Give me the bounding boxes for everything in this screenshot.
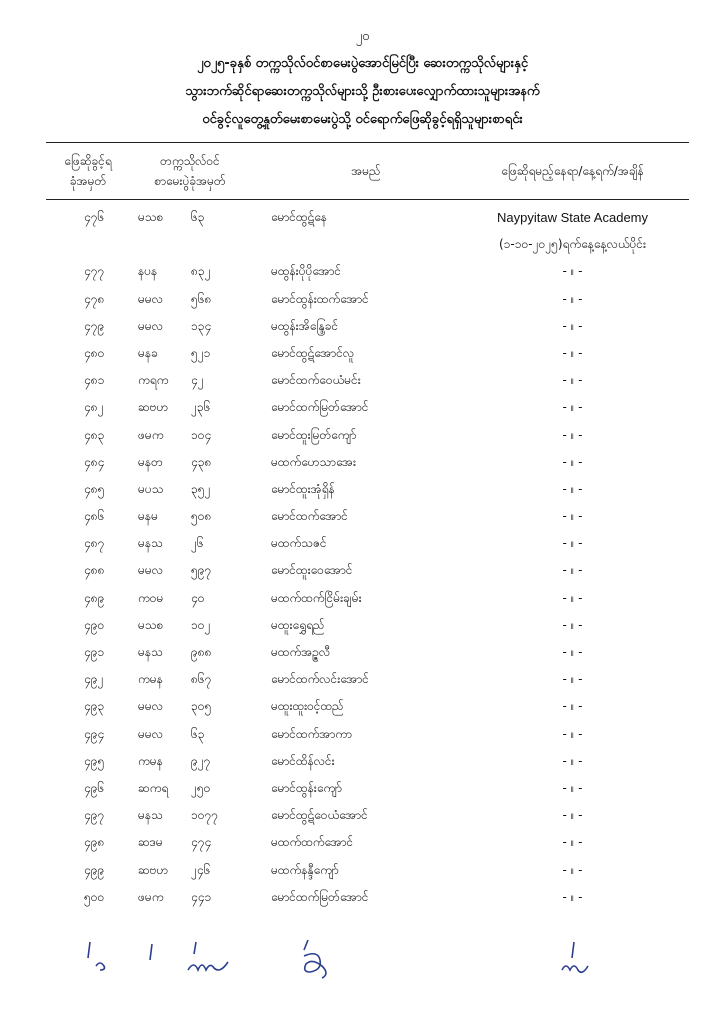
title-line-2: သွားဘက်ဆိုင်ရာဆေးတက္ကသိုလ်များသို့ ဦးစားပေးလျှောက်ထားသူများအနက် xyxy=(185,84,540,99)
cell-name: မထူးထူးဝင့်ထည် xyxy=(271,699,344,714)
cell-place: - ။ - xyxy=(562,454,583,469)
cell-exam-number: ၅၆၈ xyxy=(191,291,212,306)
cell-reg-number: ၄၉၀ xyxy=(84,617,105,632)
header-reg-number xyxy=(48,143,128,199)
table-row xyxy=(46,775,689,802)
cell-district-code: ဆဗဟ xyxy=(138,400,169,415)
table-row xyxy=(46,313,689,340)
table-row xyxy=(46,557,689,584)
cell-name: မောင်ထိန်လင်း xyxy=(271,753,335,768)
cell-name: မထက်အဥ္ဇလီ xyxy=(271,645,331,659)
cell-place: - ။ - xyxy=(562,835,583,850)
header-place-label: ဖြေဆိုရမည့်နေရာ/နေ့ရက်/အချိန် xyxy=(501,164,644,178)
cell-district-code: မနသ xyxy=(138,808,163,823)
cell-district-code: ဆဗဟ xyxy=(138,862,169,877)
cell-district-code: မနခ xyxy=(138,345,158,360)
cell-exam-number: ၆၃ xyxy=(191,210,205,224)
table-row xyxy=(46,340,689,367)
cell-reg-number: ၄၈၁ xyxy=(84,373,105,388)
cell-reg-number: ၄၉၉ xyxy=(84,862,105,877)
cell-place: - ။ - xyxy=(562,318,583,333)
cell-place: - ။ - xyxy=(562,889,583,904)
title-line-3: ဝင်ခွင့်လူတွေ့နှုတ်မေးစာမေးပွဲသို့ ဝင်ရောက်ဖြေဆိုခွင့်ရရှိသူများစာရင်း xyxy=(202,112,523,127)
cell-reg-number: ၄၈၉ xyxy=(84,590,105,605)
cell-place: - ။ - xyxy=(562,345,583,360)
cell-district-code: မမလ xyxy=(138,291,163,306)
cell-name: မထွန်းပိုပိုအောင် xyxy=(271,264,342,279)
table-row xyxy=(46,693,689,720)
cell-exam-number: ၁၃၄ xyxy=(191,318,212,333)
cell-district-code: မနမ xyxy=(138,509,158,524)
cell-reg-number: ၄၇၉ xyxy=(84,318,105,333)
cell-district-code: မပသ xyxy=(138,481,164,496)
cell-district-code: ဆကရ xyxy=(138,780,169,795)
cell-name: မောင်ထက်မြတ်အောင် xyxy=(271,400,369,415)
cell-name: မထက်နန္ဒီကျော် xyxy=(271,862,339,877)
header-exam-line1: တက္ကသိုလ်ဝင် xyxy=(160,154,220,168)
table-row xyxy=(46,829,689,856)
cell-place: - ။ - xyxy=(562,563,583,578)
cell-district-code: ကမန xyxy=(138,753,163,768)
cell-name: မောင်ထူးဝေအောင် xyxy=(271,563,353,578)
cell-place: - ။ - xyxy=(562,427,583,442)
table-row xyxy=(46,802,689,829)
cell-place: - ။ - xyxy=(562,617,583,632)
table-row xyxy=(46,884,689,911)
table-row xyxy=(46,476,689,503)
cell-reg-number: ၄၈၄ xyxy=(84,454,105,469)
cell-exam-number: ၃၀၅ xyxy=(191,699,212,714)
cell-place: - ။ - xyxy=(562,699,583,714)
cell-exam-number: ၂၃၆ xyxy=(191,400,211,415)
cell-district-code: မမလ xyxy=(138,563,163,578)
signature-mark-4 xyxy=(296,938,346,984)
cell-district-code: ကရက xyxy=(138,373,169,388)
cell-name: မထက်ဟေသာအေး xyxy=(271,454,357,469)
cell-exam-number: ၁၀၂ xyxy=(191,617,211,632)
cell-exam-number: ၅၉၇ xyxy=(191,563,212,578)
cell-name: မောင်ထက်အာကာ xyxy=(271,726,352,741)
cell-reg-number: ၄၉၁ xyxy=(84,645,105,659)
cell-name: မောင်ထူးမြတ်ကျော် xyxy=(271,427,357,442)
cell-exam-number: ၅၂၁ xyxy=(191,345,211,360)
cell-district-code: နပန xyxy=(138,264,158,279)
table-row xyxy=(46,666,689,693)
cell-place: - ။ - xyxy=(562,645,583,659)
cell-reg-number: ၄၉၈ xyxy=(84,835,105,850)
document-title xyxy=(40,50,685,134)
cell-exam-number: ၁၀၄ xyxy=(191,427,212,442)
cell-reg-number: ၄၉၂ xyxy=(84,672,104,687)
cell-place: - ။ - xyxy=(562,509,583,524)
cell-district-code: ဖမက xyxy=(138,889,164,904)
table-row xyxy=(46,204,689,231)
header-name-label: အမည် xyxy=(351,164,381,178)
cell-place: - ။ - xyxy=(562,808,583,823)
cell-name: မောင်ထူးအုံရှိန် xyxy=(271,481,335,496)
signatures xyxy=(46,938,689,988)
table-row xyxy=(46,449,689,476)
cell-name: မောင်ထွန်းကျော် xyxy=(271,780,342,795)
cell-reg-number: ၄၈၂ xyxy=(84,400,104,415)
table-row xyxy=(46,612,689,639)
signature-mark-3 xyxy=(186,940,234,980)
cell-place: - ။ - xyxy=(562,862,583,877)
cell-name: မောင်ထက်လင်းအောင် xyxy=(271,672,369,687)
cell-exam-number: ၄၃၈ xyxy=(191,454,212,469)
cell-place: - ။ - xyxy=(562,264,583,279)
cell-name: မထက်သဇင် xyxy=(271,536,327,551)
table-row xyxy=(46,286,689,313)
cell-place: - ။ - xyxy=(562,780,583,795)
cell-name: မထက်ထက်ငြိမ်းချမ်း xyxy=(271,590,362,605)
table-row xyxy=(46,639,689,666)
cell-district-code: မနသ xyxy=(138,645,163,659)
cell-exam-number: ၈၃၂ xyxy=(191,264,211,279)
cell-exam-number: ၈၆၇ xyxy=(191,672,212,687)
signature-mark-5 xyxy=(558,940,598,980)
cell-name: မောင်ထွဋ်နေ xyxy=(271,210,327,224)
cell-place-date: (၁-၁၀-၂၀၂၅)ရက်နေ့နေ့လယ်ပိုင်း xyxy=(498,237,647,252)
cell-exam-number: ၄၀ xyxy=(191,590,205,605)
header-place xyxy=(456,143,689,199)
cell-exam-number: ၂၆ xyxy=(191,536,204,551)
cell-district-code: မနတ xyxy=(138,454,163,469)
header-reg-line2: ခုံအမှတ် xyxy=(69,174,107,188)
cell-district-code: မသစ xyxy=(138,617,164,632)
cell-exam-number: ၃၅၂ xyxy=(191,481,211,496)
cell-place: - ။ - xyxy=(562,400,583,415)
cell-reg-number: ၅၀၀ xyxy=(84,889,105,904)
cell-district-code: ကမန xyxy=(138,672,163,687)
cell-exam-number: ၉၂၇ xyxy=(191,753,211,768)
table-row xyxy=(46,367,689,394)
cell-place: - ။ - xyxy=(562,536,583,551)
cell-reg-number: ၄၉၅ xyxy=(84,753,105,768)
cell-exam-number: ၄၂ xyxy=(191,373,204,388)
cell-place: - ။ - xyxy=(562,373,583,388)
cell-name: မောင်ထက်ဝေယံမင်း xyxy=(271,373,361,388)
cell-district-code: မနသ xyxy=(138,536,163,551)
table-body xyxy=(46,204,689,911)
cell-name: မောင်ထွဋ်ဝေယံအောင် xyxy=(271,808,368,823)
cell-reg-number: ၄၈၆ xyxy=(84,509,105,524)
cell-district-code: မမလ xyxy=(138,318,163,333)
cell-exam-number: ၁၀၇၇ xyxy=(191,808,218,823)
cell-exam-number: ၂၄၆ xyxy=(191,862,211,877)
cell-reg-number: ၄၇၆ xyxy=(84,210,105,224)
cell-name: မထွန်းအိန္ဒြေခင် xyxy=(271,318,339,333)
cell-district-code: ဆဒမ xyxy=(138,835,163,850)
cell-place: Naypyitaw State Academy xyxy=(496,210,649,225)
cell-district-code: မသစ xyxy=(138,210,164,224)
cell-reg-number: ၄၈၀ xyxy=(84,345,105,360)
page-number: ၂၀ xyxy=(355,29,370,44)
cell-name: မောင်ထက်အောင် xyxy=(271,509,348,524)
cell-reg-number: ၄၈၃ xyxy=(84,427,105,442)
header-exam-line2: စာမေးပွဲခုံအမှတ် xyxy=(154,174,226,188)
header-name xyxy=(296,143,436,199)
cell-exam-number: ၄၄၁ xyxy=(191,889,212,904)
table-row xyxy=(46,530,689,557)
cell-district-code: မမလ xyxy=(138,699,163,714)
table-row xyxy=(46,721,689,748)
cell-reg-number: ၄၈၇ xyxy=(84,536,105,551)
cell-exam-number: ၂၅၀ xyxy=(191,780,211,795)
signature-mark-2 xyxy=(144,940,164,970)
cell-reg-number: ၄၇၈ xyxy=(84,291,105,306)
cell-place: - ။ - xyxy=(562,753,583,768)
cell-name: မထူးရွှေရည် xyxy=(271,617,325,632)
table-header xyxy=(46,142,689,200)
table-row xyxy=(46,258,689,285)
cell-name: မထက်ထက်အောင် xyxy=(271,835,354,850)
cell-name: မောင်ထွန်းထက်အောင် xyxy=(271,291,369,306)
cell-reg-number: ၄၉၃ xyxy=(84,699,105,714)
cell-reg-number: ၄၉၄ xyxy=(84,726,105,741)
table-row xyxy=(46,422,689,449)
cell-district-code: ကဝမ xyxy=(138,590,164,605)
table-row xyxy=(46,585,689,612)
cell-place: - ။ - xyxy=(562,726,583,741)
cell-exam-number: ၄၇၄ xyxy=(191,835,212,850)
cell-district-code: မမလ xyxy=(138,726,163,741)
table-row xyxy=(46,857,689,884)
cell-place: - ။ - xyxy=(562,291,583,306)
header-reg-line1: ဖြေဆိုခွင့်ရ xyxy=(64,154,112,168)
cell-exam-number: ၅၀၈ xyxy=(191,509,212,524)
cell-place: - ။ - xyxy=(562,672,583,687)
cell-district-code: ဖမက xyxy=(138,427,164,442)
signature-mark-1 xyxy=(82,940,118,976)
table-row xyxy=(46,394,689,421)
cell-exam-number: ၆၃ xyxy=(191,726,205,741)
cell-place: - ။ - xyxy=(562,590,583,605)
cell-place: - ။ - xyxy=(562,481,583,496)
cell-reg-number: ၄၈၈ xyxy=(84,563,105,578)
cell-exam-number: ၉၈၈ xyxy=(191,645,212,659)
cell-reg-number: ၄၉၆ xyxy=(84,780,105,795)
table-row xyxy=(46,503,689,530)
cell-reg-number: ၄၇၇ xyxy=(84,264,105,279)
title-line-1: ၂၀၂၅-ခုနှစ် တက္ကသိုလ်ဝင်စာမေးပွဲအောင်မြင်ပြီး ဆေးတက္ကသိုလ်များနှင့် xyxy=(196,56,529,71)
cell-reg-number: ၄၈၅ xyxy=(84,481,105,496)
cell-name: မောင်ထွဋ်အောင်လူ xyxy=(271,345,355,360)
header-exam-number xyxy=(134,143,246,199)
table-row xyxy=(46,748,689,775)
cell-name: မောင်ထက်မြတ်အောင် xyxy=(271,889,369,904)
cell-reg-number: ၄၉၇ xyxy=(84,808,105,823)
